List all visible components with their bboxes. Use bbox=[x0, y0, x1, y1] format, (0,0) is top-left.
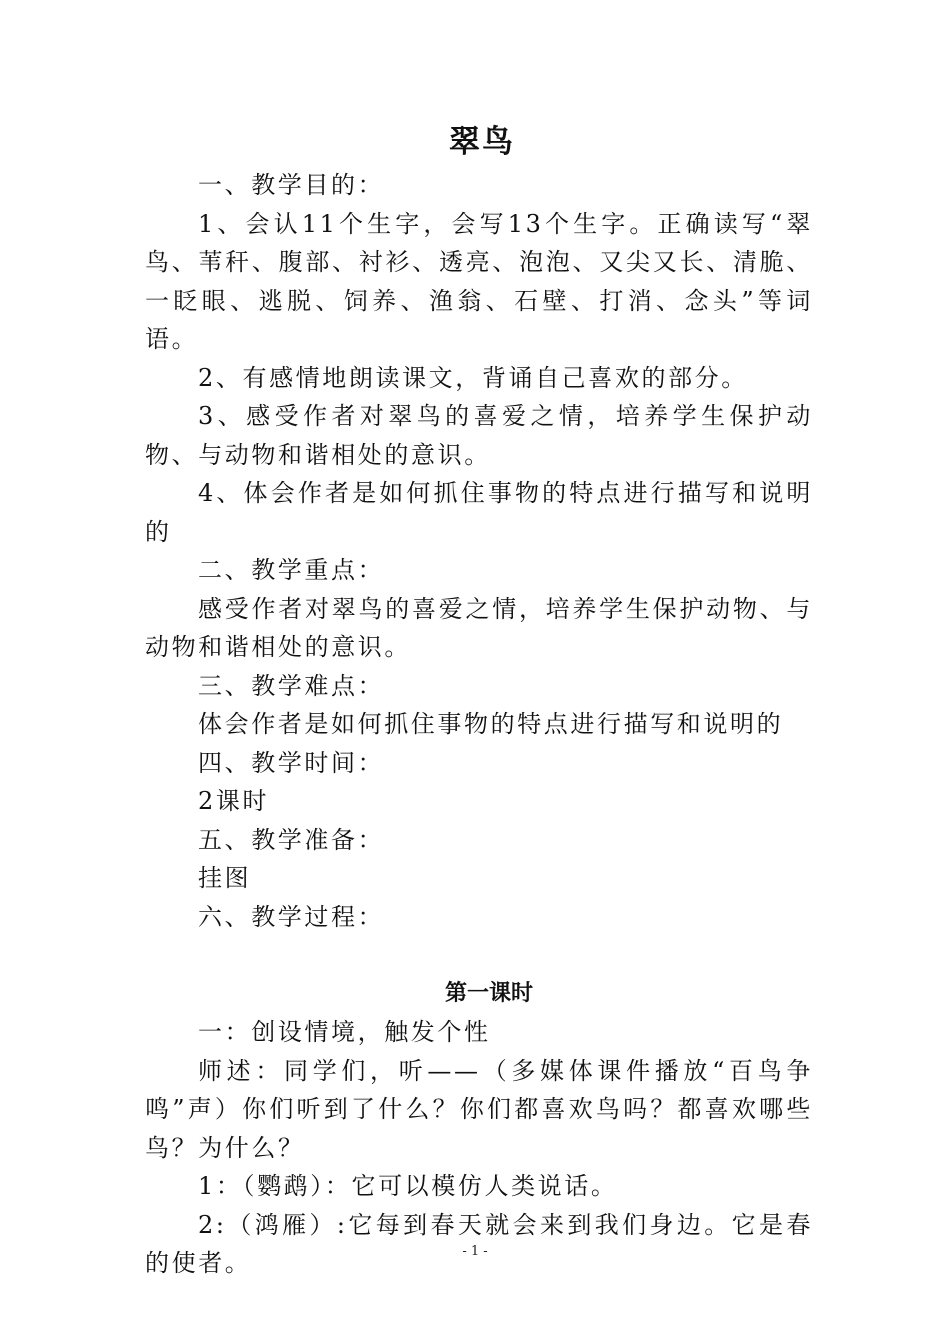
page-number: - 1 - bbox=[462, 1244, 488, 1259]
objectives-heading: 一、教学目的： bbox=[198, 171, 385, 199]
key-points-text: 感受作者对翠鸟的喜爱之情，培养学生保护动物、与动物和谐相处的意识。 bbox=[145, 594, 813, 661]
answer-item-1: 1：（鹦鹉）：它可以模仿人类说话。 bbox=[198, 1172, 618, 1200]
objective-item-1: 1、会认11个生字，会写13个生字。正确读写“翠鸟、苇秆、腹部、衬衫、透亮、泡泡、又尖又长、清脆、一眨眼、逃脱、饲养、渔翁、石壁、打消、念头”等词语。 bbox=[145, 209, 813, 353]
teacher-narration: 师述：同学们，听——（多媒体课件播放“百鸟争鸣”声）你们听到了什么？你们都喜欢鸟吗？都喜欢哪些鸟？为什么？ bbox=[145, 1056, 813, 1162]
difficulties-heading: 三、教学难点： bbox=[198, 671, 385, 700]
objective-item-2: 2、有感情地朗读课文，背诵自己喜欢的部分。 bbox=[198, 363, 748, 392]
objective-item-3: 3、感受作者对翠鸟的喜爱之情，培养学生保护动物、与动物和谐相处的意识。 bbox=[145, 402, 813, 469]
lesson-step-1: 一：创设情境，触发个性 bbox=[198, 1018, 491, 1046]
time-heading: 四、教学时间： bbox=[198, 748, 385, 777]
prep-text: 挂图 bbox=[198, 864, 252, 892]
time-text: 2课时 bbox=[198, 787, 270, 815]
lesson-title: 第一课时 bbox=[444, 980, 533, 1006]
document-body bbox=[145, 118, 813, 1283]
process-heading: 六、教学过程： bbox=[198, 902, 385, 931]
prep-heading: 五、教学准备： bbox=[198, 825, 385, 854]
difficulties-text: 体会作者是如何抓住事物的特点进行描写和说明的 bbox=[198, 710, 784, 738]
blank-line bbox=[145, 936, 813, 975]
key-points-heading: 二、教学重点： bbox=[198, 556, 385, 584]
answer-item-2: 2:（鸿雁）:它每到春天就会来到我们身边。它是春的使者。 bbox=[145, 1210, 813, 1277]
document-title: 翠鸟 bbox=[449, 124, 515, 160]
objective-item-4: 4、体会作者是如何抓住事物的特点进行描写和说明的 bbox=[145, 479, 813, 546]
